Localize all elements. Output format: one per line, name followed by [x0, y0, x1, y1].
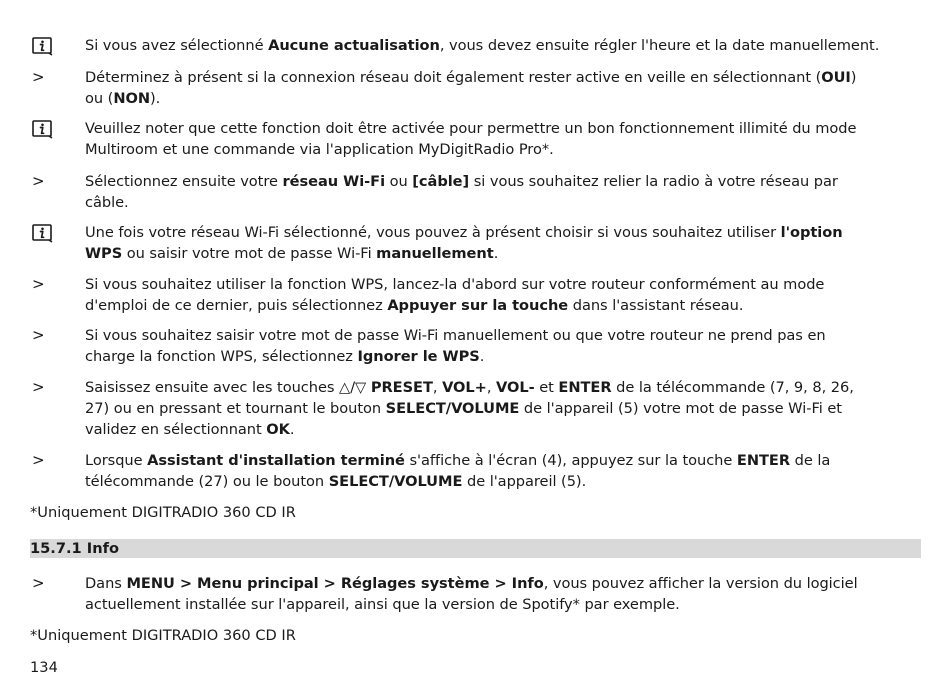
step-arrow-marker: >	[32, 172, 45, 190]
text-run: Multiroom et une commande via l'application MyDigitRadio Pro*.	[85, 141, 554, 158]
text-run: , vous pouvez afficher la version du logiciel	[543, 575, 858, 592]
text-run: Lorsque	[85, 452, 148, 469]
bold-term: réseau Wi-Fi	[282, 173, 386, 190]
page-number: 134	[30, 659, 58, 676]
text-run: de l'appareil (5) votre mot de passe Wi-Fi et	[519, 400, 842, 417]
bold-term: SELECT/VOLUME	[385, 400, 520, 417]
bold-term: VOL-	[496, 379, 535, 396]
bold-term: l'option	[780, 224, 843, 241]
text-run: Sélectionnez ensuite votre	[85, 173, 283, 190]
text-run: validez en sélectionnant	[85, 421, 267, 438]
section-heading-bar	[30, 539, 921, 558]
footnote: *Uniquement DIGITRADIO 360 CD IR	[30, 504, 296, 521]
text-run: , vous devez ensuite régler l'heure et la date manuellement.	[439, 37, 880, 54]
text-run: Si vous avez sélectionné	[85, 37, 269, 54]
paragraph-text	[85, 118, 927, 160]
bold-term: PRESET	[370, 379, 433, 396]
bold-term: Aucune actualisation	[268, 37, 440, 54]
section-title: 15.7.1 Info	[30, 540, 119, 557]
text-run: ).	[150, 90, 161, 107]
paragraph-text	[85, 325, 927, 367]
info-icon	[30, 118, 54, 140]
text-run: de l'appareil (5).	[462, 473, 587, 490]
footnote: *Uniquement DIGITRADIO 360 CD IR	[30, 627, 296, 644]
text-run: ,	[486, 379, 497, 396]
text-run: 27) ou en pressant et tournant le bouton	[85, 400, 386, 417]
paragraph-text	[85, 67, 927, 109]
bold-term: ENTER	[558, 379, 612, 396]
text-run: Veuillez noter que cette fonction doit être activée pour permettre un bon fonctionnement illimité du mode	[85, 120, 857, 137]
text-run: de la	[790, 452, 831, 469]
step-arrow-marker: >	[32, 574, 45, 592]
paragraph-text	[85, 35, 927, 56]
paragraph-text	[85, 377, 927, 440]
paragraph-text	[85, 274, 927, 316]
paragraph-text	[85, 573, 927, 615]
bold-term: ENTER	[736, 452, 791, 469]
text-run: si vous souhaitez relier la radio à votre réseau par	[469, 173, 838, 190]
bold-term: Assistant d'installation terminé	[147, 452, 405, 469]
step-arrow-marker: >	[32, 378, 45, 396]
bold-term: Appuyer sur la touche	[387, 297, 569, 314]
text-run: s'affiche à l'écran (4), appuyez sur la touche	[404, 452, 737, 469]
text-run: dans l'assistant réseau.	[568, 297, 744, 314]
step-arrow-marker: >	[32, 275, 45, 293]
step-arrow-marker: >	[32, 326, 45, 344]
text-run: ou (	[85, 90, 114, 107]
text-run: charge la fonction WPS, sélectionnez	[85, 348, 358, 365]
text-run: ,	[432, 379, 443, 396]
text-run: actuellement installée sur l'appareil, ainsi que la version de Spotify* par exemple.	[85, 596, 680, 613]
bold-term: manuellement	[376, 245, 494, 262]
text-run: ou saisir votre mot de passe Wi-Fi	[122, 245, 377, 262]
bold-term: Ignorer le WPS	[357, 348, 480, 365]
bold-term: MENU > Menu principal > Réglages système > Info	[126, 575, 544, 592]
text-run: télécommande (27) ou le bouton	[85, 473, 329, 490]
info-icon	[30, 35, 54, 57]
text-run: .	[289, 421, 295, 438]
bold-term: [câble]	[412, 173, 470, 190]
bold-term: OK	[266, 421, 290, 438]
paragraph-text	[85, 171, 927, 213]
text-run: Saisissez ensuite avec les touches △/▽	[85, 379, 371, 396]
text-run: de la télécommande (7, 9, 8, 26,	[611, 379, 854, 396]
bold-term: WPS	[85, 245, 123, 262]
step-arrow-marker: >	[32, 68, 45, 86]
text-run: .	[479, 348, 485, 365]
text-run: Déterminez à présent si la connexion réseau doit également rester active en veille en sélectionnant (	[85, 69, 822, 86]
text-run: Si vous souhaitez saisir votre mot de passe Wi-Fi manuellement ou que votre routeur ne prend pas en	[85, 327, 826, 344]
step-arrow-marker: >	[32, 451, 45, 469]
bold-term: VOL+	[442, 379, 487, 396]
text-run: câble.	[85, 194, 129, 211]
text-run: et	[534, 379, 559, 396]
text-run: Une fois votre réseau Wi-Fi sélectionné, vous pouvez à présent choisir si vous souhaitez utiliser	[85, 224, 781, 241]
text-run: Si vous souhaitez utiliser la fonction WPS, lancez-la d'abord sur votre routeur conformément au mode	[85, 276, 825, 293]
paragraph-text	[85, 450, 927, 492]
info-icon	[30, 222, 54, 244]
text-run: ou	[385, 173, 413, 190]
bold-term: SELECT/VOLUME	[328, 473, 463, 490]
text-run: .	[493, 245, 499, 262]
text-run: )	[850, 69, 857, 86]
text-run: Dans	[85, 575, 127, 592]
bold-term: NON	[113, 90, 150, 107]
bold-term: OUI	[821, 69, 851, 86]
paragraph-text	[85, 222, 927, 264]
text-run: d'emploi de ce dernier, puis sélectionnez	[85, 297, 388, 314]
